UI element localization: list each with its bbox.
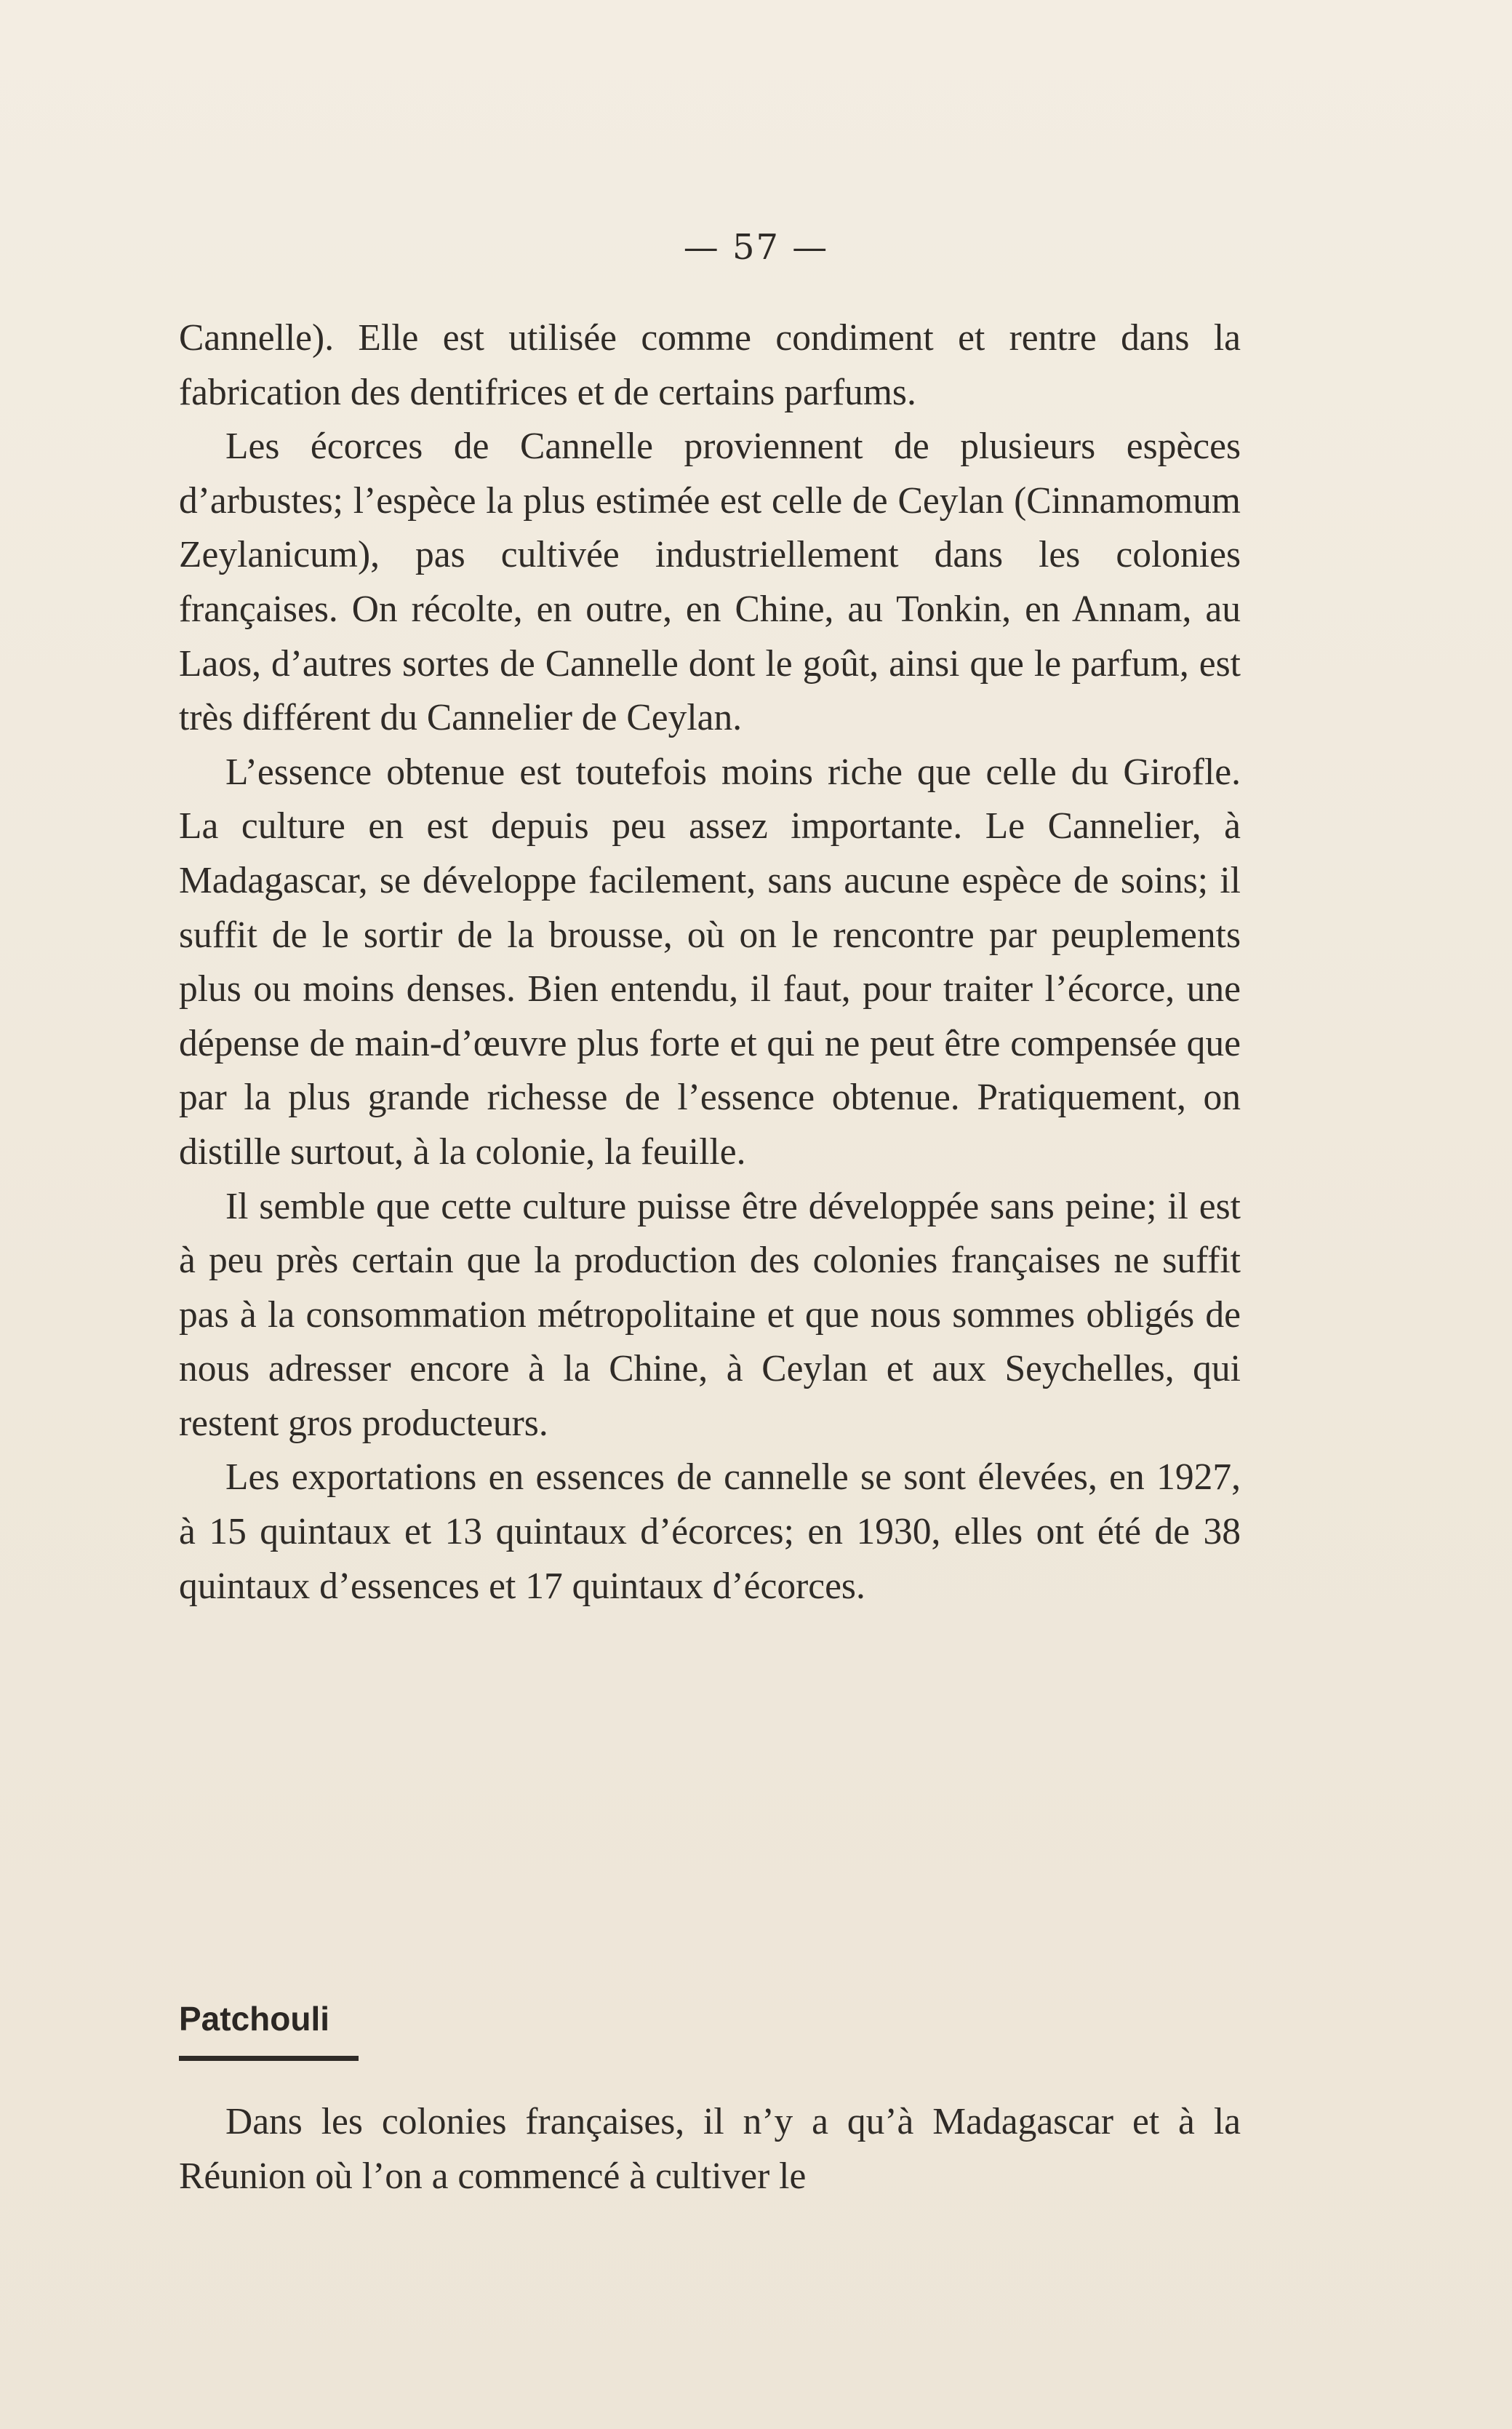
body-text — [179, 311, 1241, 1614]
paragraph-6: Dans les colonies françaises, il n’y a qu’à Madagascar et à la Réunion où l’on a commencé à cultiver le — [179, 2101, 1241, 2197]
paragraph-3: L’essence obtenue est toutefois moins riche que celle du Girofle. La culture en est depuis peu assez importante. Le Cannelier, à Madagascar, se développe facilement, sans aucune espèce de soins; il suffit de le sortir de la brousse, où on le rencontre par peuplements plus ou moins denses. Bien entendu, il faut, pour traiter l’écorce, une dépense de main-d’œuvre plus forte et qui ne peut être compensée que par la plus grande richesse de l’essence obtenue. Pratiquement, on distille surtout, à la colonie, la feuille. — [179, 751, 1241, 1173]
page-number: — 57 — — [683, 227, 829, 268]
paragraph-5: Les exportations en essences de cannelle se sont élevées, en 1927, à 15 quintaux et 13 quintaux d’écorces; en 1930, elles ont été de 38 quintaux d’essences et 17 quintaux d’écorces. — [179, 1456, 1241, 1607]
section-heading-patchouli: Patchouli — [179, 2000, 330, 2038]
heading-underline — [179, 2056, 359, 2061]
paragraph-2: Les écorces de Cannelle proviennent de plusieurs espèces d’arbustes; l’espèce la plus estimée est celle de Ceylan (Cinnamomum Zeylanicum), pas cultivée industriellement dans les colonies françaises. On récolte, en outre, en Chine, au Tonkin, en Annam, au Laos, d’autres sortes de Cannelle dont le goût, ainsi que le parfum, est très différent du Cannelier de Ceylan. — [179, 426, 1241, 739]
paragraph-4: Il semble que cette culture puisse être développée sans peine; il est à peu près certain que la production des colonies françaises ne suffit pas à la consommation métropolitaine et que nous sommes obligés de nous adresser encore à la Chine, à Ceylan et aux Seychelles, qui restent gros producteurs. — [179, 1185, 1241, 1444]
paragraph-1: Cannelle). Elle est utilisée comme condiment et rentre dans la fabrication des dentifrices et de certains parfums. — [179, 317, 1241, 413]
section-paragraph — [179, 2095, 1241, 2203]
